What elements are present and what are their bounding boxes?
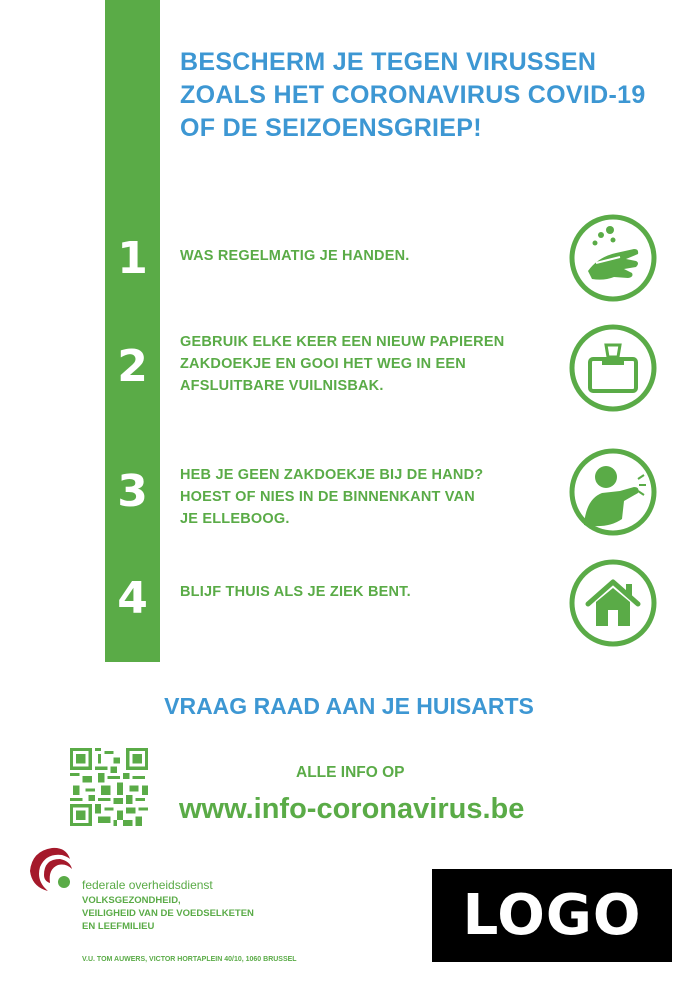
step-text-3 [180,464,540,530]
logo-placeholder: LOGO [432,869,672,962]
step-text-1 [180,245,540,267]
tissue-box-icon [568,323,658,413]
step-number-2: 2 [117,341,148,392]
step-line: WAS REGELMATIG JE HANDEN. [180,248,410,264]
page-title [180,46,660,145]
title-line: BESCHERM JE TEGEN VIRUSSEN [180,48,597,76]
house-icon [568,558,658,648]
step-line: ZAKDOEKJE EN GOOI HET WEG IN EEN [180,356,466,372]
step-line: GEBRUIK ELKE KEER EEN NIEUW PAPIEREN [180,334,505,350]
dept-line: EN LEEFMILIEU [82,921,155,932]
website-link[interactable]: www.info-coronavirus.be [179,793,525,825]
step-number-3: 3 [117,466,148,517]
publisher-notice: V.U. TOM AUWERS, VICTOR HORTAPLEIN 40/10, 1060 BRUSSEL [82,956,297,963]
title-line: OF DE SEIZOENSGRIEP! [180,114,482,142]
advice-heading: VRAAG RAAD AAN JE HUISARTS [164,693,534,719]
hand-washing-icon [568,213,658,303]
step-line: HOEST OF NIES IN DE BINNENKANT VAN [180,489,475,505]
step-line: HEB JE GEEN ZAKDOEKJE BIJ DE HAND? [180,467,484,483]
step-line: JE ELLEBOOG. [180,511,290,527]
green-side-bar [105,0,160,662]
step-text-4 [180,581,540,603]
step-text-2 [180,331,540,397]
step-number-1: 1 [117,233,148,284]
org-name: federale overheidsdienst [82,878,213,892]
step-number-4: 4 [117,573,148,624]
fod-logo-icon [26,843,82,893]
sneeze-elbow-icon [568,447,658,537]
dept-line: VOLKSGEZONDHEID, [82,895,181,906]
dept-line: VEILIGHEID VAN DE VOEDSELKETEN [82,908,254,919]
step-line: BLIJF THUIS ALS JE ZIEK BENT. [180,584,411,600]
qr-code-icon [70,748,148,826]
info-label: ALLE INFO OP [296,764,405,781]
step-line: AFSLUITBARE VUILNISBAK. [180,378,384,394]
department-name [82,894,254,933]
title-line: ZOALS HET CORONAVIRUS COVID-19 [180,81,646,109]
